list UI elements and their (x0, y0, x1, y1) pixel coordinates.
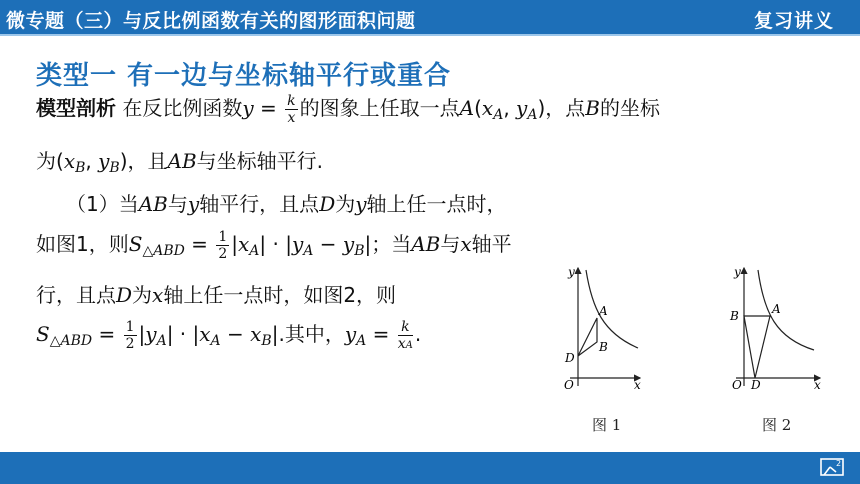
case1-line-2: 如图1，则$S_{\triangle ABD}$ = $\frac{1}{2}$ $|x_A| \cdot |y_A - y_B|$；当AB与x轴平 (36, 229, 512, 262)
case1-line-3: 行，且点D为x轴上任一点时，如图2，则 (36, 283, 397, 307)
model-line-2: 为($x_B$, $y_B$)，且AB与坐标轴平行. (36, 149, 324, 176)
header-divider (0, 34, 860, 36)
figures-area (548, 258, 838, 434)
page-number-icon[interactable] (820, 457, 846, 479)
fig1-a-label: A (599, 304, 608, 318)
figures-svg (548, 258, 838, 398)
fig1-origin-label: O (564, 378, 574, 392)
case1-line-4: $S_{\triangle ABD}$ = $\frac{1}{2}$ $|y_A| \cdot |x_A - x_B|$.其中，$y_A$ = $\frac{k}{xA}$ . (36, 319, 422, 352)
figure-1 (564, 265, 641, 392)
figure-1-caption: 图 1 (592, 416, 622, 434)
fig2-b-label: B (730, 309, 739, 323)
page-number: 2 (836, 459, 842, 468)
section-tag: 复习讲义 (753, 10, 834, 32)
fig2-a-label: A (772, 302, 781, 316)
fig1-y-label: y (568, 265, 575, 279)
fig1-d-label: D (565, 351, 575, 365)
type-heading: 类型一 有一边与坐标轴平行或重合 (36, 61, 452, 91)
footer-bar (0, 452, 860, 484)
model-line-1: 模型剖析 在反比例函数y = $\frac{k}{x}$ 的图象上任取一点$A(x_A$, $y_A$)，点B的坐标 (36, 93, 660, 126)
fig1-b-label: B (599, 340, 608, 354)
fig2-origin-label: O (732, 378, 742, 392)
case1-line-1: （1）当AB与y轴平行，且点D为y轴上任一点时， (66, 192, 507, 216)
fig2-d-label: D (751, 378, 761, 392)
figure-2-caption: 图 2 (762, 416, 792, 434)
fig2-y-label: y (734, 265, 741, 279)
figure-2 (729, 265, 821, 392)
fig1-x-label: x (634, 378, 641, 392)
k-over-x-fraction: $\frac{k}{x}$ (287, 93, 296, 126)
header-bar (0, 0, 860, 34)
fig2-x-label: x (814, 378, 821, 392)
model-label: 模型剖析 (36, 96, 116, 120)
slide-title: 微专题（三）与反比例函数有关的图形面积问题 (6, 10, 416, 32)
